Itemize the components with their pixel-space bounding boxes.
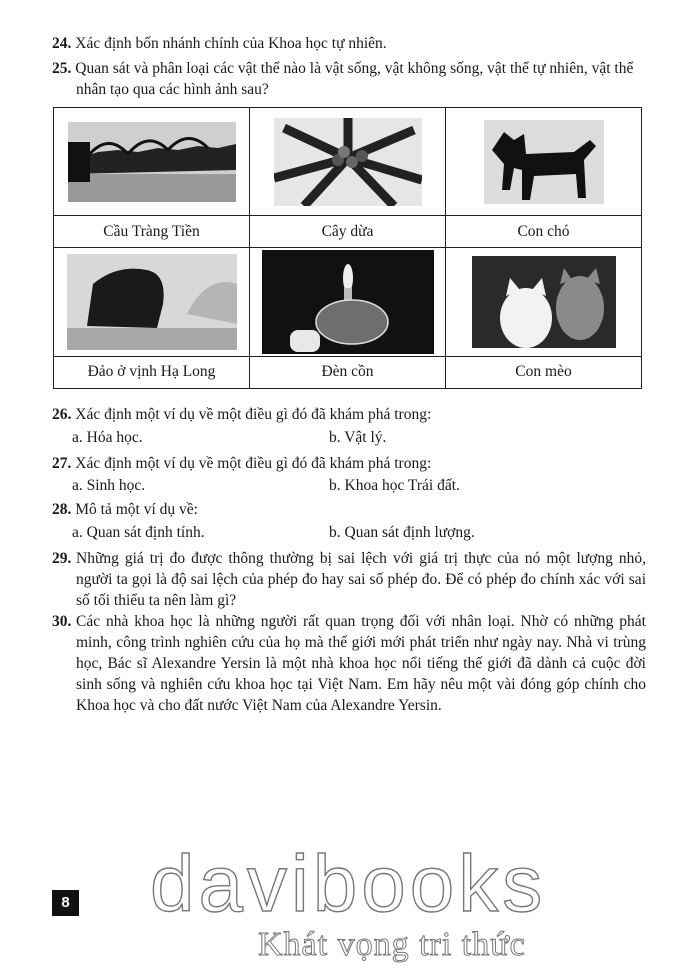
question-26 (52, 404, 646, 425)
caption-cell: Đảo ở vịnh Hạ Long (54, 356, 250, 388)
question-text-line2: nhân tạo qua các hình ảnh sau? (76, 81, 269, 98)
question-number: 30. (52, 613, 72, 630)
coconut-tree-photo (274, 118, 422, 206)
option-b: b. Khoa học Trái đất. (329, 477, 460, 494)
question-25 (52, 58, 646, 100)
option-a: a. Hóa học. (72, 429, 143, 446)
caption-cell: Con mèo (446, 356, 642, 388)
image-cell (250, 108, 446, 216)
question-28 (52, 499, 646, 520)
option-a: a. Quan sát định tính. (72, 524, 205, 541)
question-30 (52, 611, 646, 716)
page-number: 8 (52, 890, 79, 916)
question-text: Xác định một ví dụ về một điều gì đó đã khám phá trong: (75, 406, 432, 423)
image-cell (446, 108, 642, 216)
question-text: Các nhà khoa học là những người rất quan trọng đối với nhân loại. Nhờ có những phát minh, công trình nghiên cứu của họ mà thế giới mới phát triển như ngày nay. Nhà vi trùng học, Bác sĩ Alexandre Yersin là một nhà khoa học nổi tiếng thế giới đã dành cả cuộc đời sinh sống và nghiên cứu khoa học tại Việt Nam. Em hãy nêu một vài đóng góp chính cho Khoa học và cho đất nước Việt Nam của Alexandre Yersin. (76, 613, 646, 714)
brand-slogan: Khát vọng tri thức (258, 926, 526, 963)
island-photo (67, 254, 237, 350)
question-number: 26. (52, 406, 72, 423)
option-b: b. Quan sát định lượng. (329, 524, 475, 541)
question-text: Xác định bốn nhánh chính của Khoa học tự nhiên. (75, 35, 387, 52)
option-b: b. Vật lý. (329, 429, 387, 446)
option-a: a. Sinh học. (72, 477, 146, 494)
image-cell (54, 248, 250, 356)
question-29 (52, 548, 646, 611)
image-cell (446, 248, 642, 356)
caption-cell: Cây dừa (250, 216, 446, 248)
dog-photo (484, 120, 604, 204)
cats-photo (472, 256, 616, 348)
image-cell (250, 248, 446, 356)
question-text: Xác định một ví dụ về một điều gì đó đã khám phá trong: (75, 455, 432, 472)
bridge-photo (68, 122, 236, 202)
question-text-line1: Quan sát và phân loại các vật thể nào là vật sống, vật không sống, vật thể tự nhiên, vật thể (75, 60, 634, 77)
question-number: 29. (52, 550, 72, 567)
image-grid (53, 107, 642, 389)
brand-logo: davibooks (150, 839, 547, 928)
question-number: 27. (52, 455, 72, 472)
question-number: 24. (52, 35, 72, 52)
question-number: 28. (52, 501, 72, 518)
caption-cell: Đèn cồn (250, 356, 446, 388)
caption-cell: Con chó (446, 216, 642, 248)
alcohol-lamp-photo (262, 250, 434, 354)
question-text: Những giá trị đo được thông thường bị sai lệch với giá trị thực của nó một lượng nhỏ, người ta gọi là độ sai lệch của phép đo hay sai số phép đo. Để có phép đo chính xác với sai số tối thiểu ta nên làm gì? (76, 550, 646, 609)
question-text: Mô tả một ví dụ về: (75, 501, 198, 518)
caption-cell: Cầu Tràng Tiền (54, 216, 250, 248)
question-24 (52, 33, 646, 54)
image-cell (54, 108, 250, 216)
question-27 (52, 453, 646, 474)
question-number: 25. (52, 60, 72, 77)
